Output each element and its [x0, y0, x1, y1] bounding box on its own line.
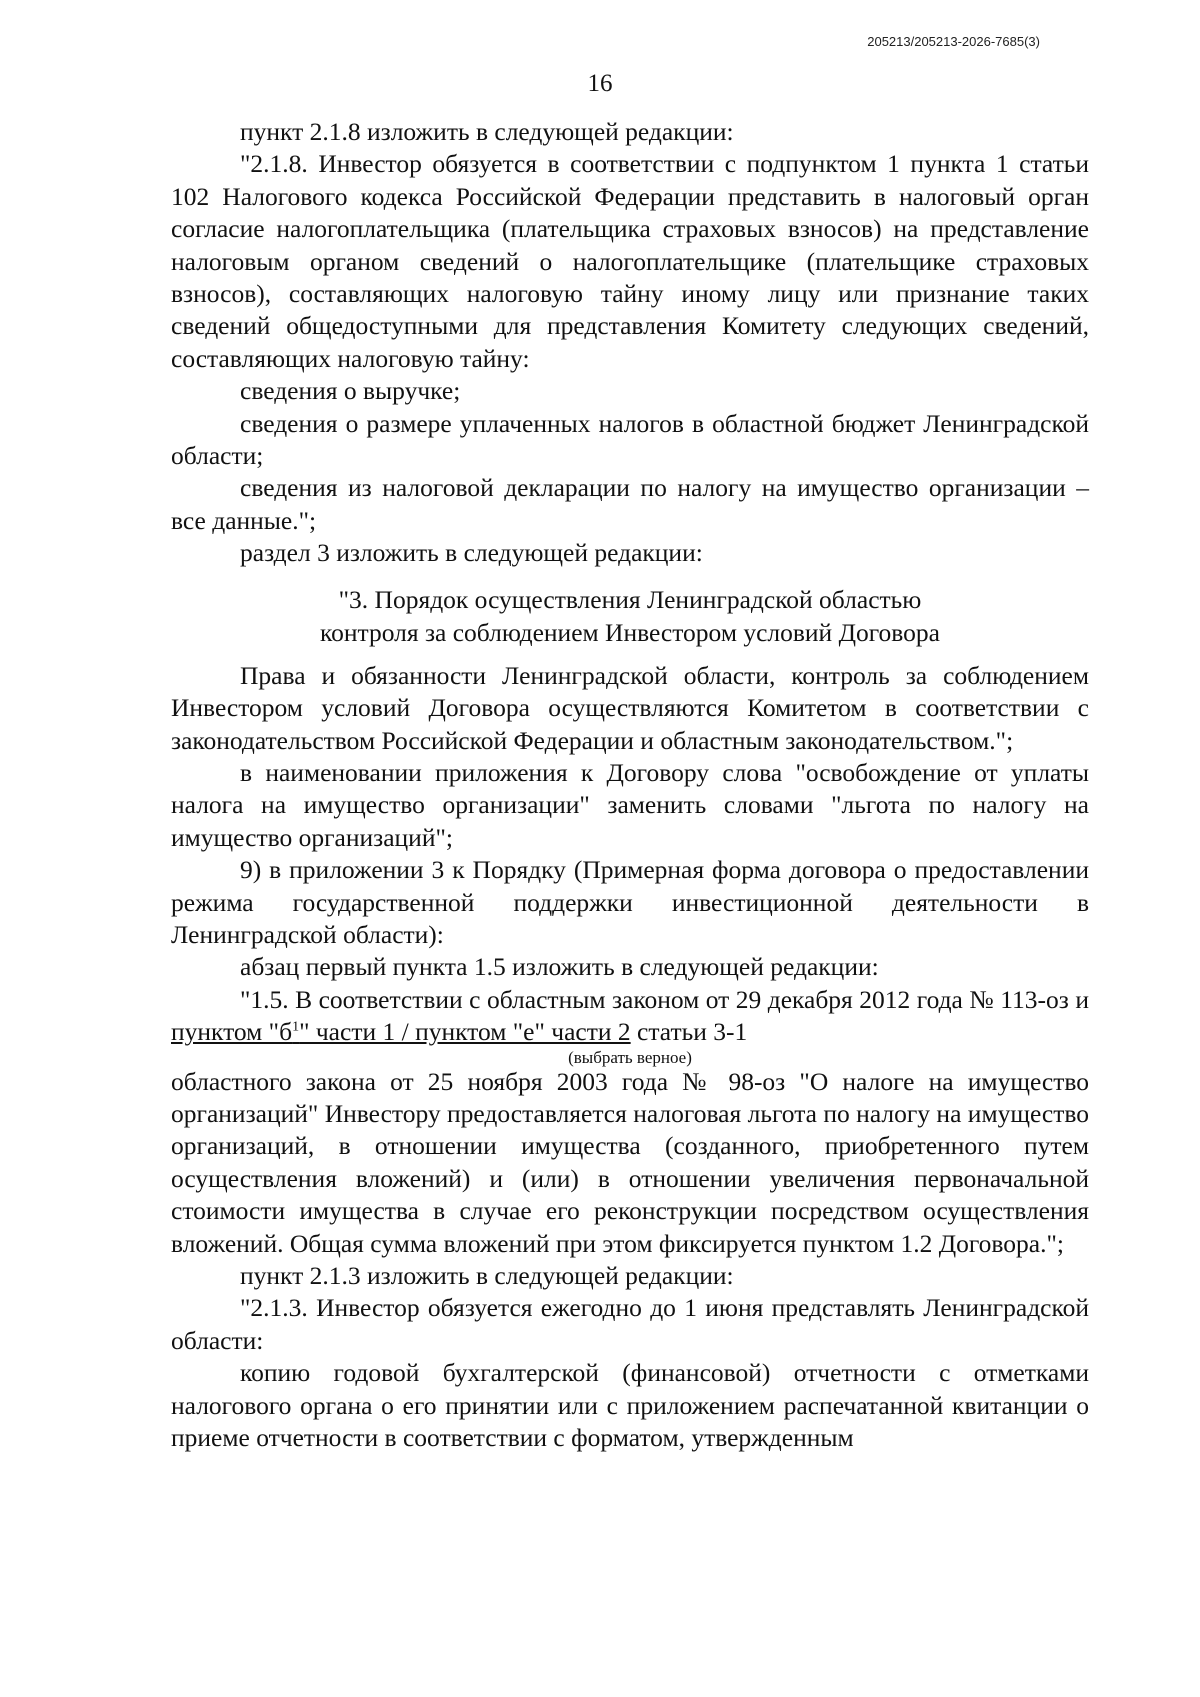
paragraph: 9) в приложении 3 к Порядку (Примерная форма договора о предоставлении режима государственной поддержки инвестиционной деятельности в Ленинградской области): [171, 855, 1089, 949]
page-number: 16 [587, 70, 613, 97]
superscript: 1 [292, 1019, 300, 1035]
underlined-option [171, 1017, 631, 1046]
paragraph: пункт 2.1.8 изложить в следующей редакции: [240, 117, 734, 146]
paragraph: пункт 2.1.3 изложить в следующей редакции: [240, 1261, 734, 1290]
paragraph: областного закона от 25 ноября 2003 года № 98-оз "О налоге на имущество организаций" Инвестору предоставляется налоговая льгота по налогу на имущество организаций, в отношении имущества (созданного, приобретенного путем осуществления вложений) и (или) в отношении увеличения первоначальной стоимости имущества в случае его реконструкции посредством осуществления вложений. Общая сумма вложений при этом фиксируется пунктом 1.2 Договора."; [171, 1066, 1089, 1258]
section-heading [171, 583, 1089, 649]
section-heading-line: контроля за соблюдением Инвестором условий Договора [320, 617, 940, 647]
paragraph: "2.1.8. Инвестор обязуется в соответствии с подпунктом 1 пункта 1 статьи 102 Налогового кодекса Российской Федерации представить в налоговый орган согласие налогоплательщика (плательщика страховых взносов) на представление налоговым органом сведений о налогоплательщике (плательщике страховых взносов), составляющих налоговую тайну иному лицу или признание таких сведений общедоступными для представления Комитету следующих сведений, составляющих налоговую тайну: [171, 149, 1089, 373]
paragraph: сведения о размере уплаченных налогов в областной бюджет Ленинградской области; [171, 408, 1089, 471]
paragraph: сведения о выручке; [240, 376, 461, 406]
paragraph: в наименовании приложения к Договору слова "освобождение от уплаты налога на имущество организации" заменить словами "льгота по налогу на имущество организаций"; [171, 757, 1089, 852]
document-body [171, 116, 1089, 1454]
text-run: " части 1 / пунктом "е" части 2 [299, 1017, 631, 1047]
text-run: пунктом "б [171, 1017, 293, 1047]
document-code: 205213/205213-2026-7685(3) [867, 34, 1040, 49]
paragraph: копию годовой бухгалтерской (финансовой) отчетности с отметками налогового органа о его принятии или с приложением распечатанной квитанции о приеме отчетности в соответствии с форматом, утвержденным [171, 1358, 1089, 1453]
text-run: статьи 3-1 [630, 1017, 748, 1047]
paragraph: абзац первый пункта 1.5 изложить в следующей редакции: [240, 952, 879, 982]
paragraph: раздел 3 изложить в следующей редакции: [240, 538, 703, 568]
text-run: "1.5. В соответствии с областным законом от 29 декабря 2012 года № 113-оз и [240, 984, 1089, 1014]
choice-note: (выбрать верное) [568, 1047, 692, 1067]
paragraph [171, 984, 1089, 1049]
paragraph: "2.1.3. Инвестор обязуется ежегодно до 1 июня представлять Ленинградской области: [171, 1293, 1089, 1355]
section-heading-line: "3. Порядок осуществления Ленинградской областью [338, 584, 922, 614]
paragraph: Права и обязанности Ленинградской области, контроль за соблюдением Инвестором условий Договора осуществляются Комитетом в соответствии с законодательством Российской Федерации и областным законодательством."; [171, 660, 1089, 755]
paragraph: сведения из налоговой декларации по налогу на имущество организации – все данные."; [171, 473, 1089, 535]
